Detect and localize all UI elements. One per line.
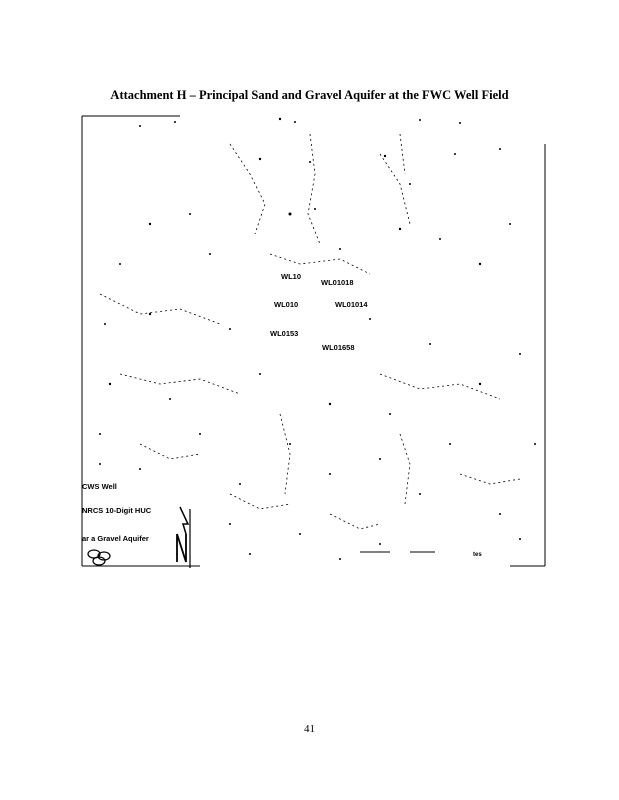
well-label: WL0153 (270, 329, 299, 338)
legend-aquifer: ar a Gravel Aquifer (82, 534, 149, 543)
aquifer-legend-icon (88, 550, 110, 565)
well-label: WL10 (281, 272, 302, 281)
scale-fragment: tes (473, 552, 482, 558)
well-label: WL010 (274, 300, 299, 309)
well-label: WL01018 (321, 278, 354, 287)
well-label: WL01014 (335, 300, 368, 309)
north-arrow-icon (177, 507, 188, 562)
page-number: 41 (304, 723, 315, 735)
well-label: WL01658 (322, 343, 355, 352)
map-linework (80, 114, 547, 568)
legend-cws-well: CWS Well (82, 482, 117, 491)
legend-huc: NRCS 10-Digit HUC (82, 506, 152, 515)
aquifer-map (80, 114, 547, 568)
page-title: Attachment H – Principal Sand and Gravel Aquifer at the FWC Well Field (110, 88, 509, 102)
